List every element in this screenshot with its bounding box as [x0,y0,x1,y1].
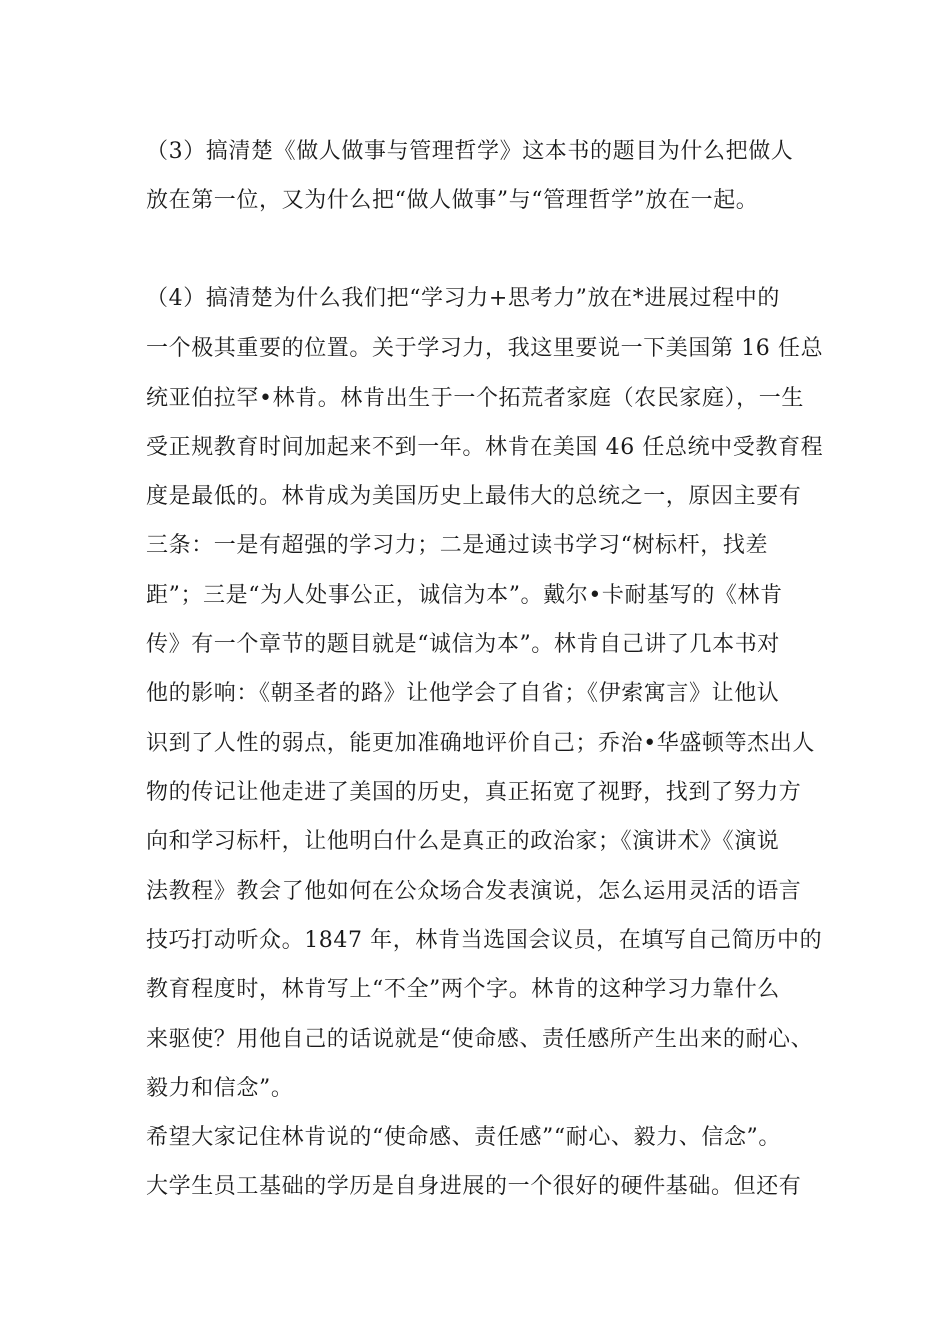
text-line: 放在第一位，又为什么把“做人做事”与“管理哲学”放在一起。 [146,188,759,213]
text-line: 统亚伯拉罕•林肯。林肯出生于一个拓荒者家庭（农民家庭），一生 [146,386,804,411]
text-line: 一个极其重要的位置。关于学习力，我这里要说一下美国第 16 任总 [146,336,824,361]
text-line: 教育程度时，林肯写上“不全”两个字。林肯的这种学习力靠什么 [146,977,780,1002]
text-line: 受正规教育时间加起来不到一年。林肯在美国 46 任总统中受教育程 [146,435,824,460]
text-line: （3）搞清楚《做人做事与管理哲学》这本书的题目为什么把做人 [146,139,794,164]
text-line: 来驱使？用他自己的话说就是“使命感、责任感所产生出来的耐心、 [146,1027,814,1052]
text-line: 法教程》教会了他如何在公众场合发表演说，怎么运用灵活的语言 [146,879,802,904]
text-line: 希望大家记住林肯说的“使命感、责任感”“耐心、毅力、信念”。 [146,1125,781,1150]
text-line: 向和学习标杆，让他明白什么是真正的政治家；《演讲术》《演说 [146,829,780,854]
text-line: 距”；三是“为人处事公正，诚信为本”。戴尔•卡耐基写的《林肯 [146,583,783,608]
text-line: （4）搞清楚为什么我们把“学习力+思考力”放在*进展过程中的 [146,286,780,311]
text-line: 传》有一个章节的题目就是“诚信为本”。林肯自己讲了几本书对 [146,632,780,657]
text-line: 三条：一是有超强的学习力；二是通过读书学习“树标杆，找差 [146,533,769,558]
text-line: 毅力和信念”。 [146,1076,294,1101]
text-line: 度是最低的。林肯成为美国历史上最伟大的总统之一，原因主要有 [146,484,802,509]
text-line: 技巧打动听众。1847 年，林肯当选国会议员，在填写自己简历中的 [146,928,823,953]
text-line: 识到了人性的弱点，能更加准确地评价自己；乔治•华盛顿等杰出人 [146,731,815,756]
text-line: 物的传记让他走进了美国的历史，真正拓宽了视野，找到了努力方 [146,780,802,805]
text-line: 大学生员工基础的学历是自身进展的一个很好的硬件基础。但还有 [146,1174,802,1199]
text-line: 他的影响：《朝圣者的路》让他学会了自省；《伊索寓言》让他认 [146,681,780,706]
